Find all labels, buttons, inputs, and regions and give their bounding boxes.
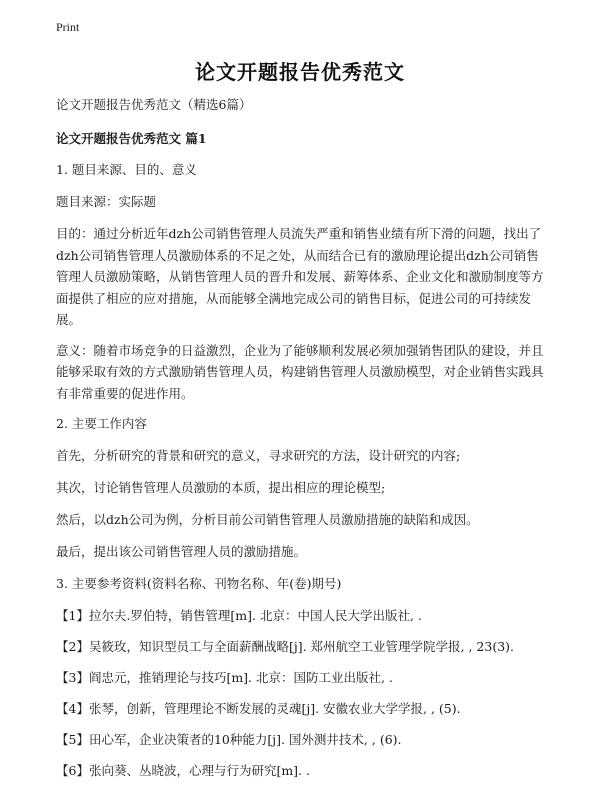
document-title: 论文开题报告优秀范文 bbox=[195, 60, 405, 84]
document-body bbox=[56, 94, 548, 791]
work-item: 最后，提出该公司销售管理人员的激励措施。 bbox=[56, 544, 307, 559]
heading-references: 3. 主要参考资料(资料名称、刊物名称、年(卷)期号) bbox=[56, 576, 342, 591]
work-item: 首先，分析研究的背景和研究的意义，寻求研究的方法，设计研究的内容; bbox=[56, 448, 461, 463]
reference-item: 【5】田心军，企业决策者的10种能力[j]. 国外测井技术, , (6). bbox=[56, 732, 402, 747]
print-link[interactable]: Print bbox=[56, 20, 80, 34]
document-subtitle: 论文开题报告优秀范文（精选6篇） bbox=[56, 97, 252, 112]
section-title: 论文开题报告优秀范文 篇1 bbox=[56, 131, 207, 146]
work-item: 其次，讨论销售管理人员激励的本质，提出相应的理论模型; bbox=[56, 480, 386, 495]
heading-main-work: 2. 主要工作内容 bbox=[56, 416, 147, 431]
reference-item: 【2】吴筱玫，知识型员工与全面薪酬战略[j]. 郑州航空工业管理学院学报, , 23(3). bbox=[56, 639, 515, 654]
reference-item: 【4】张琴，创新，管理理论不断发展的灵魂[j]. 安徽农业大学学报, , (5). bbox=[56, 701, 461, 716]
significance-paragraph: 意义：随着市场竞争的日益激烈，企业为了能够顺利发展必须加强销售团队的建设，并且能够采取有效的方式激励销售管理人员，构建销售管理人员激励模型，对企业销售实践具有非常重要的促进作用。 bbox=[56, 342, 544, 401]
reference-list bbox=[56, 605, 548, 782]
reference-item: 【1】拉尔夫.罗伯特，销售管理[m]. 北京：中国人民大学出版社, . bbox=[56, 608, 422, 623]
purpose-paragraph: 目的：通过分析近年dzh公司销售管理人员流失严重和销售业绩有所下滑的问题，找出了dzh公司销售管理人员激励体系的不足之处，从而结合已有的激励理论提出dzh公司销售管理人员激励策略，从销售管理人员的晋升和发展、薪筹体系、企业文化和激励制度等方面提供了相应的应对措施，从而能够全满地完成公司的销售目标，促进公司的可持续发展。 bbox=[56, 226, 544, 327]
reference-item: 【3】阎忠元，推销理论与技巧[m]. 北京：国防工业出版社, . bbox=[56, 670, 393, 685]
reference-item: 【6】张向葵、丛晓波，心理与行为研究[m]. . bbox=[56, 763, 310, 778]
topic-source-text: 题目来源：实际题 bbox=[56, 194, 157, 209]
heading-topic-source: 1. 题目来源、目的、意义 bbox=[56, 162, 197, 177]
work-item: 然后，以dzh公司为例，分析目前公司销售管理人员激励措施的缺陷和成因。 bbox=[56, 512, 479, 527]
